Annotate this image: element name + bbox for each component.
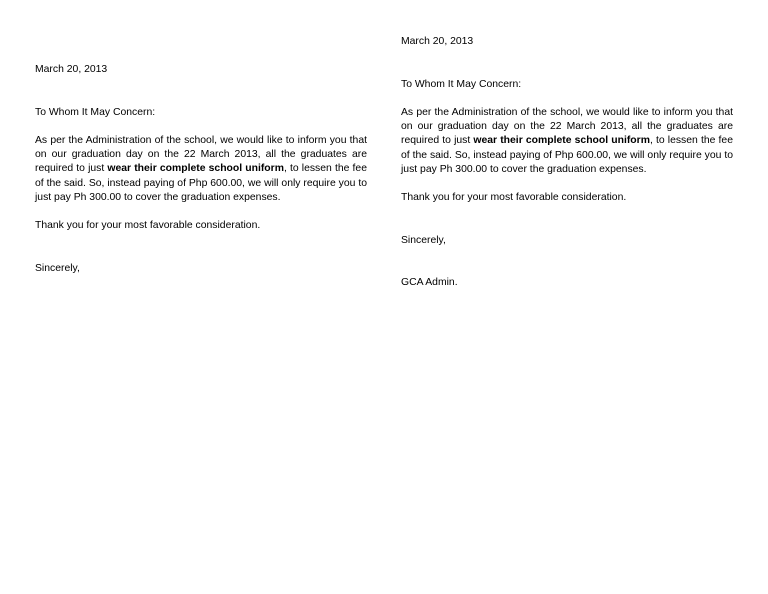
letter-body-text-end: , to lessen the fee of the said. So, instead paying of Php 600.00, we will only require you to just pay Ph 300.00 to cover the graduation expenses. [35, 163, 367, 203]
letter-body-text: As per the Administration of the school, we would like to inform you that on our graduation day on the 22 March 2013, all the graduates are required to just [401, 106, 733, 147]
letter-closing: Sincerely, [401, 234, 446, 246]
letter-closing: Sincerely, [35, 262, 80, 274]
letter-body [35, 134, 367, 205]
letter-body-text-end: , to lessen the fee of the said. So, instead paying of Php 600.00, we will only require you to just pay Ph 300.00 to cover the graduation expenses. [401, 135, 733, 175]
letter-thanks: Thank you for your most favorable consideration. [35, 220, 261, 232]
letter-body-text: As per the Administration of the school, we would like to inform you that on our graduation day on the 22 March 2013, all the graduates are required to just [35, 134, 367, 175]
letter-thanks: Thank you for your most favorable consideration. [401, 192, 627, 204]
letter-left [35, 63, 367, 276]
letter-date: March 20, 2013 [401, 36, 474, 47]
letter-body [401, 106, 733, 177]
letter-signature: GCA Admin. [401, 277, 458, 289]
letter-body-emphasis: wear their complete school uniform [107, 163, 284, 175]
letter-salutation: To Whom It May Concern: [401, 78, 522, 90]
letter-salutation: To Whom It May Concern: [35, 106, 156, 118]
letter-date: March 20, 2013 [35, 64, 108, 75]
letter-body-emphasis: wear their complete school uniform [473, 135, 650, 147]
letter-right [401, 35, 733, 291]
